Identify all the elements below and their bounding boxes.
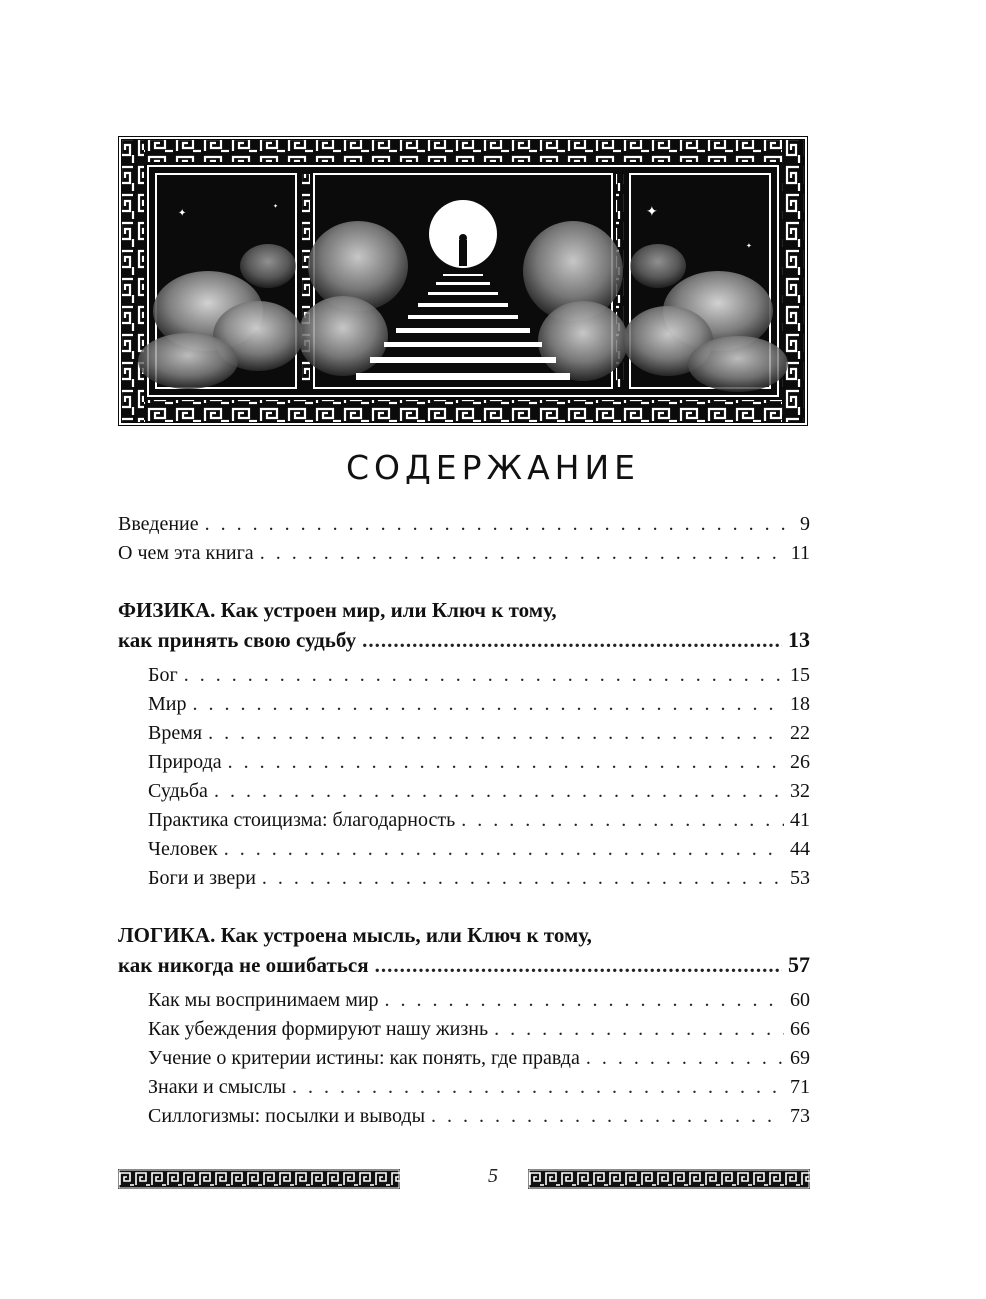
- dot-leader: [208, 719, 784, 748]
- toc-entry-label: Силлогизмы: посылки и выводы: [148, 1105, 426, 1127]
- svg-text:✦: ✦: [746, 242, 752, 250]
- section-heading-label: как принять свою судьбу: [118, 628, 357, 652]
- toc-section-physics: [118, 595, 810, 655]
- dot-leader: [461, 806, 784, 835]
- dot-leader: [184, 661, 784, 690]
- dot-leader: [375, 951, 782, 980]
- toc-entry-label: Бог: [148, 664, 178, 686]
- section-heading-line2[interactable]: [118, 950, 810, 980]
- toc-entry-introduction[interactable]: [118, 510, 810, 539]
- toc-entry-page: 26: [790, 751, 810, 773]
- toc-entry-label: Время: [148, 722, 203, 744]
- toc-entry[interactable]: [118, 690, 810, 719]
- toc-entry[interactable]: [118, 986, 810, 1015]
- toc-entry-label: Как мы воспринимаем мир: [148, 989, 379, 1011]
- dot-leader: [431, 1102, 784, 1131]
- table-of-contents: [118, 510, 810, 1131]
- toc-entry[interactable]: [118, 719, 810, 748]
- section-heading[interactable]: ЛОГИКА. Как устроена мысль, или Ключ к тому,: [118, 923, 592, 947]
- section-page: 13: [788, 627, 810, 652]
- toc-entry[interactable]: [118, 1044, 810, 1073]
- section-heading[interactable]: ФИЗИКА. Как устроен мир, или Ключ к тому,: [118, 598, 557, 622]
- dot-leader: [262, 864, 784, 893]
- toc-entry-page: 18: [790, 693, 810, 715]
- toc-entry-page: 60: [790, 989, 810, 1011]
- page-title: СОДЕРЖАНИЕ: [345, 448, 641, 487]
- toc-entry-page: 69: [790, 1047, 810, 1069]
- svg-text:✦: ✦: [178, 208, 187, 219]
- toc-entry[interactable]: [118, 777, 810, 806]
- toc-entry[interactable]: [118, 806, 810, 835]
- footer-ornament-right: [528, 1169, 810, 1189]
- toc-entry[interactable]: [118, 1015, 810, 1044]
- page-number: 5: [488, 1165, 498, 1187]
- toc-section-logic: [118, 920, 810, 980]
- toc-entry-page: 66: [790, 1018, 810, 1040]
- toc-entry-label: Судьба: [148, 780, 208, 802]
- toc-entry-label: Человек: [148, 838, 218, 860]
- toc-entry[interactable]: [118, 748, 810, 777]
- svg-text:✦: ✦: [646, 205, 658, 220]
- dot-leader: [362, 626, 782, 655]
- toc-entry-page: 9: [800, 513, 810, 535]
- toc-entry-label: Учение о критерии истины: как понять, где правда: [148, 1047, 580, 1069]
- dot-leader: [494, 1015, 784, 1044]
- toc-entry-label: Знаки и смыслы: [148, 1076, 286, 1098]
- section-page: 57: [788, 952, 810, 977]
- toc-entry-page: 71: [790, 1076, 810, 1098]
- toc-entry-label: Как убеждения формируют нашу жизнь: [148, 1018, 489, 1040]
- toc-entry-page: 15: [790, 664, 810, 686]
- toc-entry[interactable]: [118, 835, 810, 864]
- dot-leader: [214, 777, 784, 806]
- svg-text:✦: ✦: [273, 204, 279, 210]
- dot-leader: [260, 539, 785, 568]
- toc-entry-label: Мир: [148, 693, 187, 715]
- toc-entry[interactable]: [118, 1102, 810, 1131]
- toc-entry-label: Практика стоицизма: благодарность: [148, 809, 456, 831]
- toc-entry-label: Введение: [118, 513, 199, 535]
- toc-entry-page: 22: [790, 722, 810, 744]
- section-heading-line2[interactable]: [118, 625, 810, 655]
- dot-leader: [228, 748, 784, 777]
- dot-leader: [224, 835, 784, 864]
- toc-entry-page: 41: [790, 809, 810, 831]
- dot-leader: [193, 690, 785, 719]
- toc-entry-label: О чем эта книга: [118, 542, 254, 564]
- toc-entry-label: Боги и звери: [148, 867, 256, 889]
- toc-entry-page: 11: [790, 542, 810, 564]
- section-heading-label: как никогда не ошибаться: [118, 953, 369, 977]
- meander-ornament: [528, 1169, 810, 1189]
- toc-entry-page: 73: [790, 1105, 810, 1127]
- dot-leader: [292, 1073, 784, 1102]
- toc-entry-about-book[interactable]: [118, 539, 810, 568]
- dot-leader: [586, 1044, 784, 1073]
- toc-entry[interactable]: [118, 864, 810, 893]
- toc-entry[interactable]: [118, 661, 810, 690]
- toc-entry[interactable]: [118, 1073, 810, 1102]
- toc-entry-label: Природа: [148, 751, 222, 773]
- header-illustration: [118, 136, 808, 426]
- toc-entry-page: 53: [790, 867, 810, 889]
- toc-entry-page: 32: [790, 780, 810, 802]
- dot-leader: [385, 986, 784, 1015]
- toc-entry-page: 44: [790, 838, 810, 860]
- stairway-moon-illustration: [118, 136, 808, 426]
- dot-leader: [205, 510, 786, 539]
